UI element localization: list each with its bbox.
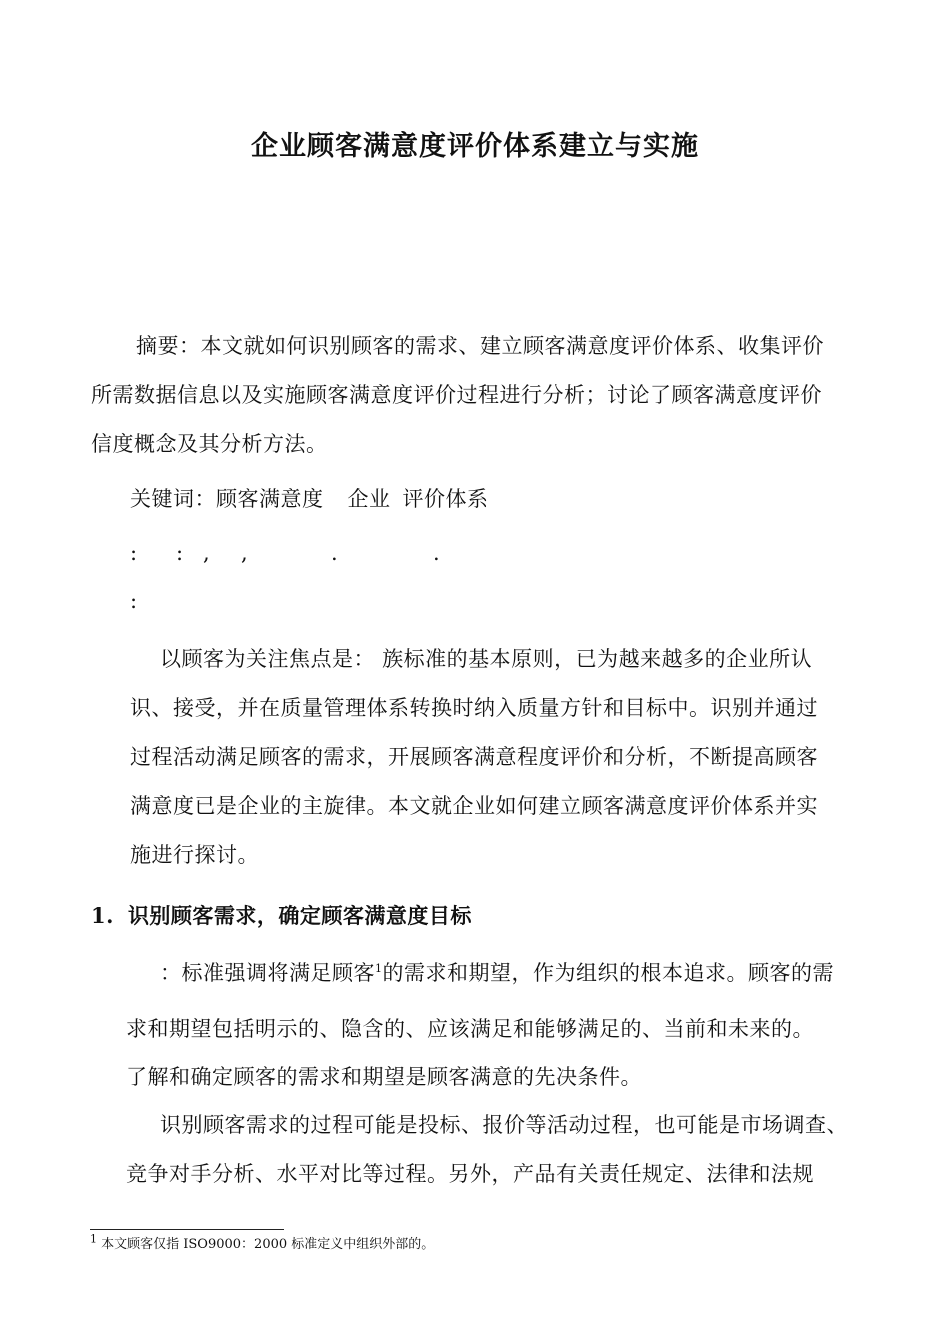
punct-c4: , <box>241 541 249 565</box>
keyword-1: 顾客满意度 <box>216 487 324 511</box>
intro-line-2: 识、接受，并在质量管理体系转换时纳入质量方针和目标中。识别并通过 <box>130 696 818 720</box>
section-1-p2-line-1: 识别顾客需求的过程可能是投标、报价等活动过程，也可能是市场调查、 <box>160 1113 848 1137</box>
punct-line2-c1: : <box>130 589 138 613</box>
abstract-line-1: 摘要：本文就如何识别顾客的需求、建立顾客满意度评价体系、收集评价 <box>136 334 824 358</box>
keyword-2: 企业 <box>347 487 391 511</box>
punct-c6: . <box>433 541 441 565</box>
page-title: 企业顾客满意度评价体系建立与实施 <box>251 131 699 162</box>
section-1-number: 1. <box>91 903 114 928</box>
punct-c3: , <box>203 541 211 565</box>
footnote-marker: 1 <box>90 1232 97 1246</box>
section-1-title: 识别顾客需求，确定顾客满意度目标 <box>127 903 472 928</box>
footnote-ref[interactable]: 1 <box>375 962 383 975</box>
intro-line-1: 以顾客为关注焦点是： 族标准的基本原则，已为越来越多的企业所认 <box>160 647 813 671</box>
abstract-line-2: 所需数据信息以及实施顾客满意度评价过程进行分析；讨论了顾客满意度评价 <box>91 383 822 407</box>
keyword-3: 评价体系 <box>402 487 489 511</box>
keywords-line <box>130 485 489 513</box>
punct-c5: . <box>331 541 339 565</box>
abstract-line-3: 信度概念及其分析方法。 <box>91 432 328 456</box>
intro-line-5: 施进行探讨。 <box>130 843 259 867</box>
section-1-p1-line-2: 求和期望包括明示的、隐含的、应该满足和能够满足的、当前和未来的。 <box>126 1017 814 1041</box>
section-1-heading <box>91 902 472 930</box>
footnote-text: 本文顾客仅指 ISO9000：2000 标准定义中组织外部的。 <box>97 1237 435 1252</box>
footnote-separator <box>90 1229 284 1230</box>
intro-line-3: 过程活动满足顾客的需求，开展顾客满意程度评价和分析，不断提高顾客 <box>130 745 818 769</box>
intro-line-4: 满意度已是企业的主旋律。本文就企业如何建立顾客满意度评价体系并实 <box>130 794 818 818</box>
punct-c1: : <box>130 541 138 565</box>
text-span: 的需求和期望，作为组织的根本追求。顾客的需 <box>382 961 834 985</box>
punct-c2: : <box>176 541 184 565</box>
section-1-p1-line-3: 了解和确定顾客的需求和期望是顾客满意的先决条件。 <box>126 1065 642 1089</box>
footnote <box>90 1232 435 1254</box>
keywords-label: 关键词： <box>130 487 216 511</box>
text-span: ：标准强调将满足顾客 <box>160 961 375 985</box>
section-1-p1-line-1 <box>160 959 834 987</box>
section-1-p2-line-2: 竞争对手分析、水平对比等过程。另外，产品有关责任规定、法律和法规 <box>126 1162 814 1186</box>
